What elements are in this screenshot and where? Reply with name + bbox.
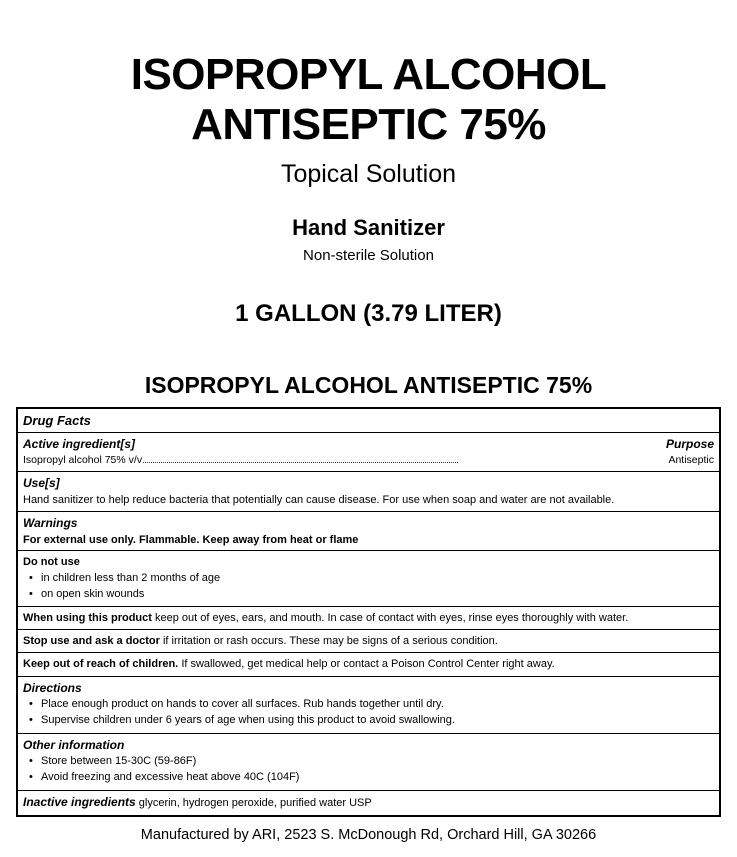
stop-use-text: if irritation or rash occurs. These may be signs of a serious condition. <box>162 635 498 648</box>
active-ingredient-name: Isopropyl alcohol 75% v/v <box>23 454 143 467</box>
product-sterility: Non-sterile Solution <box>303 246 434 264</box>
active-ingredient-row <box>23 453 714 467</box>
do-not-use-block <box>18 550 719 603</box>
product-volume: 1 GALLON (3.79 LITER) <box>235 299 502 327</box>
product-subtitle: Topical Solution <box>280 159 457 188</box>
drug-facts-panel-heading: ISOPROPYL ALCOHOL ANTISEPTIC 75% <box>144 371 593 398</box>
when-using-text: keep out of eyes, ears, and mouth. In case of contact with eyes, rinse eyes thoroughly with water. <box>155 612 629 625</box>
directions-list <box>23 697 714 729</box>
drug-facts-title: Drug Facts <box>18 409 719 434</box>
uses-heading: Use[s] <box>23 476 60 491</box>
list-item: • Avoid freezing and excessive heat above 40C (104F) <box>39 770 714 786</box>
warnings-heading: Warnings <box>23 516 78 531</box>
list-item: • Place enough product on hands to cover all surfaces. Rub hands together until dry. <box>39 697 714 713</box>
other-information-heading: Other information <box>23 737 125 752</box>
when-using-label: When using this product <box>23 612 152 625</box>
active-ingredient-heading: Active ingredient[s] <box>23 437 136 452</box>
hero-section <box>16 0 721 328</box>
stop-use-block <box>18 629 719 649</box>
drug-facts-panel <box>16 407 721 817</box>
list-item: • Store between 15-30C (59-86F) <box>39 754 714 770</box>
keep-out-text-row <box>23 657 714 672</box>
product-title-line-1: ISOPROPYL ALCOHOL <box>130 50 607 99</box>
warnings-section <box>18 512 719 676</box>
inactive-ingredients-heading: Inactive ingredients <box>23 794 136 809</box>
uses-section <box>18 472 719 512</box>
product-type: Hand Sanitizer <box>292 214 445 240</box>
list-item: • on open skin wounds <box>39 587 714 603</box>
keep-out-of-reach-block <box>18 652 719 672</box>
list-item: • in children less than 2 months of age <box>39 571 714 587</box>
inactive-ingredients-text: glycerin, hydrogen peroxide, purified water USP <box>138 796 372 809</box>
warnings-external-use: For external use only. Flammable. Keep away from heat or flame <box>23 533 359 546</box>
directions-heading: Directions <box>23 680 82 695</box>
other-information-section <box>18 734 719 791</box>
when-using-text-row <box>23 611 714 626</box>
keep-out-label: Keep out of reach of children. <box>23 657 179 670</box>
product-title-line-2: ANTISEPTIC 75% <box>191 99 546 149</box>
do-not-use-list <box>23 571 714 603</box>
manufacturer-info: Manufactured by ARI, 2523 S. McDonough Rd, Orchard Hill, GA 30266 <box>140 826 597 843</box>
active-ingredient-purpose: Antiseptic <box>668 454 714 467</box>
leader-dots: .............................................................................................................................................................. <box>142 455 459 466</box>
active-ingredient-section <box>18 433 719 472</box>
keep-out-text: If swallowed, get medical help or contact a Poison Control Center right away. <box>181 657 555 670</box>
active-ingredient-header <box>23 436 714 452</box>
do-not-use-heading: Do not use <box>23 556 80 569</box>
inactive-ingredients-row <box>23 794 714 811</box>
inactive-ingredients-section <box>18 791 719 815</box>
other-information-list <box>23 754 714 786</box>
stop-use-text-row <box>23 634 714 649</box>
directions-section <box>18 677 719 734</box>
purpose-heading: Purpose <box>665 437 714 452</box>
list-item: • Supervise children under 6 years of age when using this product to avoid swallowing. <box>39 713 714 729</box>
when-using-block <box>18 606 719 626</box>
uses-text: Hand sanitizer to help reduce bacteria that potentially can cause disease. For use when soap and water are not available. <box>23 493 615 506</box>
stop-use-label: Stop use and ask a doctor <box>23 635 160 648</box>
